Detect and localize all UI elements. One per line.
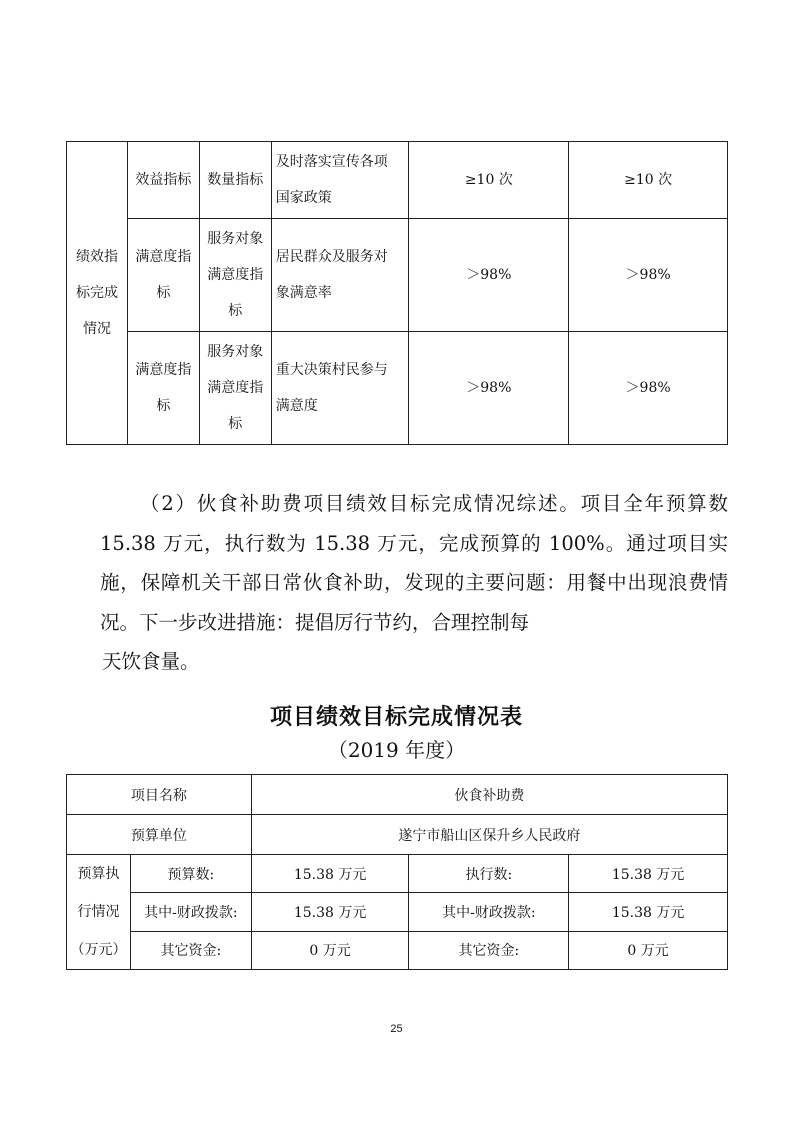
level1-indicator-cell: 满意度指 标 <box>127 219 199 332</box>
target-value-cell: ＞98% <box>409 219 569 332</box>
fiscal-allocation-value: 15.38 万元 <box>251 893 409 931</box>
indicator-cell: 居民群众及服务对 象满意率 <box>271 219 409 332</box>
actual-value-cell: ＞98% <box>569 332 728 445</box>
level2-indicator-cell: 数量指标 <box>199 142 271 219</box>
budget-unit-value: 遂宁市船山区保升乡人民政府 <box>251 815 727 855</box>
other-funds-exec-label: 其它资金: <box>409 931 569 969</box>
other-funds-label: 其它资金: <box>130 931 251 969</box>
other-funds-exec-value: 0 万元 <box>569 931 728 969</box>
budget-amount-value: 15.38 万元 <box>251 855 409 893</box>
table-subtitle: （2019 年度） <box>327 738 466 762</box>
paragraph-main: （2）伙食补助费项目绩效目标完成情况综述。项目全年预算数 15.38 万元，执行数为 15.38 万元，完成预算的 100%。通过项目实施，保障机关干部日常伙食补助，发现的主要问题：用餐中出现浪费情况。下一步改进措施：提倡厉行节约，合理控制每 <box>100 492 728 634</box>
indicator-cell: 及时落实宣传各项 国家政策 <box>271 142 409 219</box>
actual-value-cell: ≥10 次 <box>569 142 728 219</box>
other-funds-value: 0 万元 <box>251 931 409 969</box>
table-row <box>67 332 728 445</box>
level2-indicator-cell: 服务对象 满意度指 标 <box>199 332 271 445</box>
executed-amount-value: 15.38 万元 <box>569 855 728 893</box>
project-name-value: 伙食补助费 <box>251 775 727 815</box>
level1-indicator-cell: 满意度指 标 <box>127 332 199 445</box>
budget-unit-label: 预算单位 <box>67 815 252 855</box>
execution-label-cell: 预算执 行情况 （万元） <box>67 855 131 970</box>
budget-amount-label: 预算数: <box>130 855 251 893</box>
level2-indicator-cell: 服务对象 满意度指 标 <box>199 219 271 332</box>
table-row <box>67 142 728 219</box>
level1-indicator-cell: 效益指标 <box>127 142 199 219</box>
actual-value-cell: ＞98% <box>569 219 728 332</box>
target-value-cell: ＞98% <box>409 332 569 445</box>
performance-indicator-table <box>66 141 728 445</box>
table-row <box>67 219 728 332</box>
project-summary-table <box>66 774 728 970</box>
indicator-cell: 重大决策村民参与 满意度 <box>271 332 409 445</box>
table-row <box>67 893 728 931</box>
summary-paragraph <box>100 484 728 682</box>
fiscal-allocation-label: 其中-财政拨款: <box>130 893 251 931</box>
executed-amount-label: 执行数: <box>409 855 569 893</box>
page-number: 25 <box>390 1023 403 1035</box>
project-name-label: 项目名称 <box>67 775 252 815</box>
table-row <box>67 815 728 855</box>
table-row <box>67 855 728 893</box>
target-value-cell: ≥10 次 <box>409 142 569 219</box>
category-cell: 绩效指 标完成 情况 <box>67 142 128 445</box>
fiscal-allocation-exec-value: 15.38 万元 <box>569 893 728 931</box>
table-title: 项目绩效目标完成情况表 <box>269 705 523 730</box>
paragraph-tail: 天饮食量。 <box>102 650 200 673</box>
table-row <box>67 775 728 815</box>
table-row <box>67 931 728 969</box>
fiscal-allocation-exec-label: 其中-财政拨款: <box>409 893 569 931</box>
